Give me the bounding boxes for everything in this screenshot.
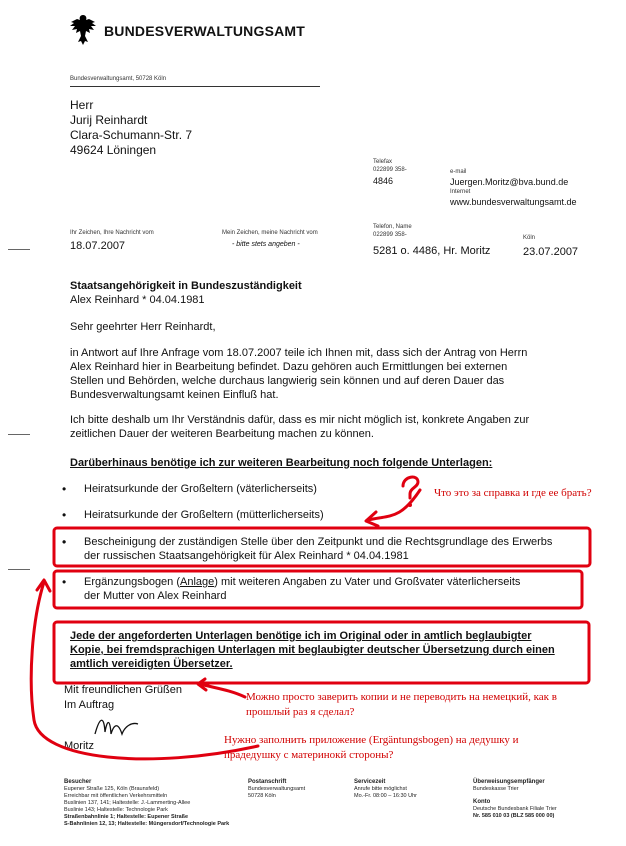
- subject-title: Staatsangehörigkeit in Bundeszuständigkeit: [70, 280, 302, 292]
- footer-line: Straßenbahnlinie 1; Haltestelle: Eupener Straße: [64, 814, 189, 820]
- my-ref-label: Mein Zeichen, meine Nachricht vom: [222, 230, 318, 236]
- my-ref-value: - bitte stets angeben -: [232, 241, 300, 248]
- footer-line: Buslinien 137, 141; Haltestelle: J.-Lammerting-Allee: [64, 800, 191, 806]
- salutation: Sehr geehrter Herr Reinhardt,: [70, 321, 216, 333]
- closing-line: Im Auftrag: [64, 699, 115, 711]
- highlight-box: [54, 571, 582, 608]
- footer-line: Mo.-Fr. 08:00 – 16:30 Uhr: [354, 793, 417, 799]
- fax-prefix: 022899 358-: [373, 167, 407, 173]
- their-ref-value: 18.07.2007: [70, 240, 126, 252]
- closing-line: Mit freundlichen Grüßen: [64, 684, 182, 696]
- footer-title: Servicezeit: [354, 779, 386, 785]
- footer-line: Bundeskasse Trier: [473, 786, 519, 792]
- annotation-note: Можно просто заверить копии и не переводить на немецкий, как в прошлый раз я сделал?: [246, 691, 557, 718]
- footer-line: Buslinie 143; Haltestelle: Technologie Park: [64, 807, 168, 813]
- footer-line: Eupener Straße 125, Köln (Braunsfeld): [64, 786, 160, 792]
- footer-title: Überweisungsempfänger: [473, 779, 545, 785]
- letter-date: 23.07.2007: [523, 246, 579, 258]
- highlight-box: [54, 528, 590, 566]
- notice-line: Kopie, bei fremdsprachigen Unterlagen mit beglaubigter deutscher Übersetzung durch einen: [70, 644, 555, 656]
- org-name: BUNDESVERWALTUNGSAMT: [104, 23, 306, 39]
- internet-label: Internet: [450, 189, 471, 195]
- list-item: • Heiratsurkunde der Großeltern (mütterlicherseits): [84, 508, 324, 522]
- return-address: Bundesverwaltungsamt, 50728 Köln: [70, 76, 167, 82]
- website-link[interactable]: www.bundesverwaltungsamt.de: [450, 197, 577, 207]
- paragraph-line: Stellen und Behörden, welche durchaus langwierig sein können und auf deren Dauer das: [70, 375, 505, 387]
- annotation-note: Нужно заполнить приложение (Ergäntungsbogen) на дедушку и прадедушку с материнокй стороны?: [224, 734, 519, 761]
- phone-prefix: 022899 358-: [373, 232, 407, 238]
- footer-visitors: [64, 779, 229, 828]
- footer-title: Postanschrift: [248, 779, 287, 785]
- recipient-line: Clara-Schumann-Str. 7: [70, 128, 193, 142]
- email-address[interactable]: Juergen.Moritz@bva.bund.de: [450, 177, 569, 187]
- footer-service: [354, 779, 417, 800]
- signer-name: Moritz: [64, 740, 94, 752]
- footer-postal: [248, 779, 305, 800]
- list-item-line: der Mutter von Alex Reinhard: [84, 590, 227, 602]
- paragraph-line: Alex Reinhard hier in Bearbeitung befindet. Dazu gehören auch Ermittlungen bei externen: [70, 361, 508, 373]
- email-label: e-mail: [450, 169, 467, 175]
- paragraph-line: in Antwort auf Ihre Anfrage vom 18.07.2007 teile ich Ihnen mit, dass sich der Antrag von Herrn: [70, 347, 528, 359]
- their-ref-label: Ihr Zeichen, Ihre Nachricht vom: [70, 230, 154, 236]
- phone-label: Telefon, Name: [373, 224, 412, 230]
- recipient-line: Jurij Reinhardt: [70, 113, 148, 127]
- notice-line: amtlich vereidigten Übersetzer.: [70, 658, 233, 670]
- footer-line: Bundesverwaltungsamt: [248, 786, 306, 792]
- list-item: • Heiratsurkunde der Großeltern (väterlicherseits): [84, 482, 317, 496]
- documents-heading: Darüberhinaus benötige ich zur weiteren Bearbeitung noch folgende Unterlagen:: [70, 457, 493, 469]
- paragraph-line: Ich bitte deshalb um Ihr Verständnis dafür, dass es mir nicht möglich ist, konkrete Angaben zur: [70, 414, 530, 426]
- arrow: [368, 490, 420, 520]
- notice-line: Jede der angeforderten Unterlagen benötige ich im Original oder in amtlich beglaubigter: [70, 630, 532, 642]
- footer-line: Anrufe bitte möglichst: [354, 786, 407, 792]
- highlight-box: [54, 622, 589, 683]
- footer-title: Besucher: [64, 779, 92, 785]
- question-mark-dot: [408, 503, 412, 507]
- recipient-line: Herr: [70, 98, 94, 112]
- footer-line: Deutsche Bundesbank Filiale Trier: [473, 806, 557, 812]
- list-item-line: Bescheinigung der zuständigen Stelle über den Zeitpunkt und die Rechtsgrundlage des Erwerbs: [84, 536, 553, 548]
- annotation-note: Что это за справка и где ее брать?: [434, 487, 592, 499]
- footer-line: S-Bahnlinien 12, 13; Haltestelle: Müngersdorf/Technologie Park: [64, 821, 230, 827]
- footer-transfer: [473, 779, 557, 820]
- list-item-line: der russischen Staatsangehörigkeit für Alex Reinhard * 04.04.1981: [84, 550, 409, 562]
- attachment-link[interactable]: Anlage: [180, 576, 215, 588]
- subject-person: Alex Reinhard * 04.04.1981: [70, 294, 205, 306]
- footer-line: 50728 Köln: [248, 793, 276, 799]
- recipient-line: 49624 Löningen: [70, 143, 157, 157]
- paragraph-line: Bundesverwaltungsamt keinen Einfluß hat.: [70, 389, 279, 401]
- fax-label: Telefax: [373, 159, 393, 165]
- footer-line: Nr. 585 010 03 (BLZ 585 000 00): [473, 813, 555, 819]
- paragraph-line: zeitlichen Dauer der weiteren Bearbeitung machen zu können.: [70, 428, 374, 440]
- phone-value: 5281 o. 4486, Hr. Moritz: [373, 245, 491, 257]
- list-item-line: Ergänzungsbogen (Anlage) mit weiteren Angaben zu Vater und Großvater väterlicherseits: [84, 576, 521, 588]
- fax-ext: 4846: [373, 176, 394, 186]
- footer-title: Konto: [473, 799, 491, 805]
- city-label: Köln: [523, 235, 536, 241]
- footer-line: Erreichbar mit öffentlichen Verkehrsmitteln: [64, 793, 168, 799]
